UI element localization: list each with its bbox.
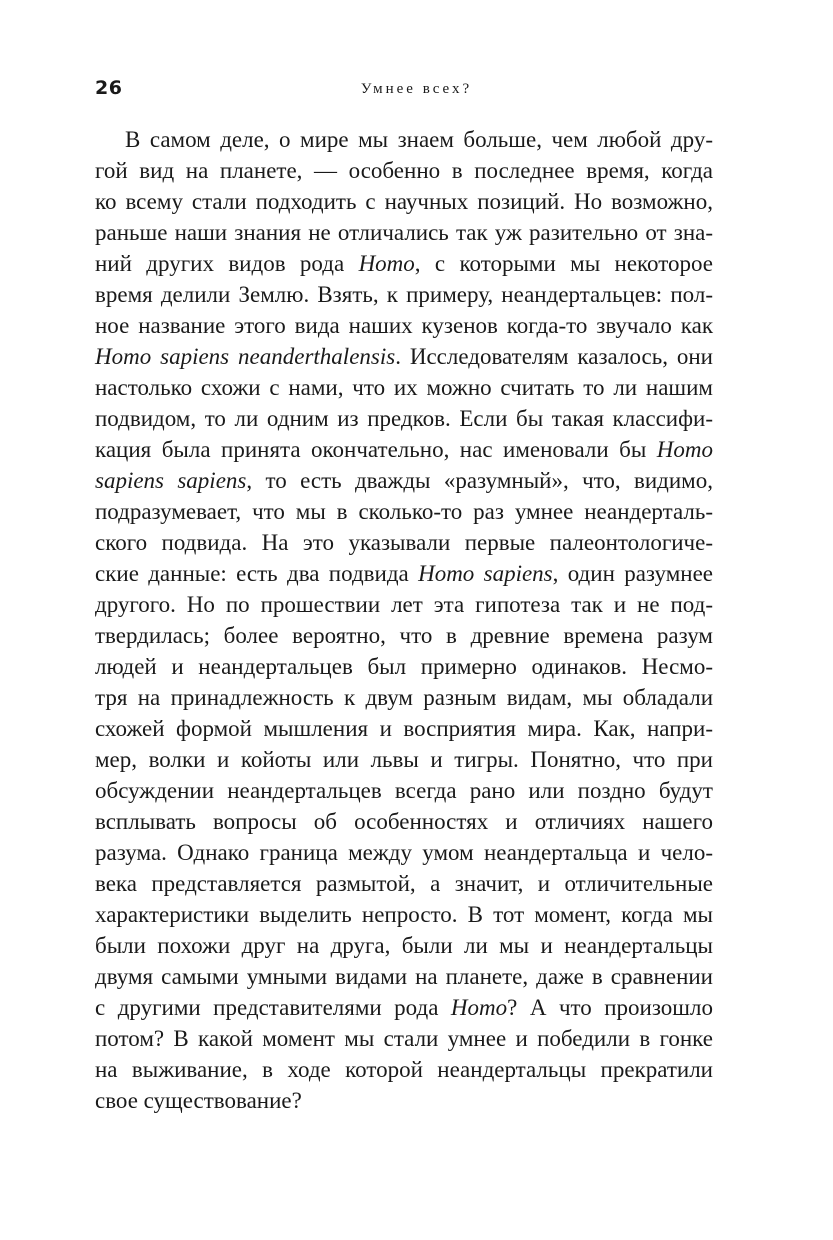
text-run: мер, волки и койоты или львы и тигры. Понятно, что при [95, 747, 713, 772]
text-run: настолько схожи с нами, что их можно считать то ли нашим [95, 375, 713, 400]
text-run: подвидом, то ли одним из предков. Если бы такая классифи- [95, 406, 713, 431]
text-line [95, 899, 713, 930]
text-run: тря на принадлежность к двум разным видам, мы обладали [95, 685, 713, 710]
text-run: раньше наши знания не отличались так уж разительно от зна- [95, 220, 713, 245]
text-run: были похожи друг на друга, были ли мы и неандертальцы [95, 933, 713, 958]
text-line [95, 651, 713, 682]
text-run: время делили Землю. Взять, к примеру, неандертальцев: пол- [95, 282, 713, 307]
text-run: другого. Но по прошествии лет эта гипотеза так и не под- [95, 592, 713, 617]
text-run: на выживание, в ходе которой неандертальцы прекратили [95, 1057, 713, 1082]
italic-term: sapiens sapiens [95, 468, 247, 493]
text-line [95, 434, 713, 465]
text-run: кация была принята окончательно, нас именовали бы [95, 437, 657, 462]
text-run: всплывать вопросы об особенностях и отличиях нашего [95, 809, 713, 834]
text-line [95, 527, 713, 558]
text-run: , с которыми мы некоторое [414, 251, 713, 276]
text-run: с другими представителями рода [95, 995, 451, 1020]
text-line [95, 992, 713, 1023]
text-run: подразумевает, что мы в сколько-то раз умнее неандерталь- [95, 499, 713, 524]
text-line [95, 1054, 713, 1085]
body-paragraph [95, 124, 713, 1116]
text-run: , то есть дважды «разумный», что, видимо, [246, 468, 713, 493]
text-line [95, 496, 713, 527]
text-line [95, 806, 713, 837]
text-run: ко всему стали подходить с научных позиций. Но возможно, [95, 189, 713, 214]
italic-term: Homo [450, 995, 508, 1020]
text-line [95, 186, 713, 217]
text-line [95, 682, 713, 713]
running-title: Умнее всех? [360, 81, 473, 97]
text-line [95, 744, 713, 775]
text-line [95, 279, 713, 310]
text-run: ского подвида. На это указывали первые палеонтологиче- [95, 530, 713, 555]
text-line [95, 465, 713, 496]
text-run: гой вид на планете, — особенно в последнее время, когда [95, 158, 713, 183]
text-run: свое существование? [95, 1088, 302, 1113]
text-line [95, 248, 713, 279]
italic-term: Homo [656, 437, 713, 462]
italic-term: Homo sapiens [418, 561, 553, 586]
text-run: ? А что произошло [507, 995, 713, 1020]
text-line [95, 1085, 713, 1116]
italic-term: Homo [358, 251, 415, 276]
page-number: 26 [95, 77, 123, 99]
text-run: обсуждении неандертальцев всегда рано или поздно будут [95, 778, 713, 803]
text-run: твердилась; более вероятно, что в древние времена разум [95, 623, 713, 648]
text-line [95, 620, 713, 651]
text-run: . Исследователям казалось, они [395, 344, 713, 369]
text-line [95, 930, 713, 961]
text-line [95, 341, 713, 372]
text-line [95, 403, 713, 434]
text-line [95, 775, 713, 806]
text-run: ное название этого вида наших кузенов когда-то звучало как [95, 313, 713, 338]
text-run: В самом деле, о мире мы знаем больше, чем любой дру- [125, 127, 713, 152]
text-line [95, 1023, 713, 1054]
text-line [95, 868, 713, 899]
text-run: потом? В какой момент мы стали умнее и победили в гонке [95, 1026, 713, 1051]
text-line [95, 558, 713, 589]
text-line [95, 310, 713, 341]
italic-term: Homo sapiens neanderthalensis [95, 344, 396, 369]
text-line [95, 372, 713, 403]
text-line [95, 124, 713, 155]
text-run: характеристики выделить непросто. В тот момент, когда мы [95, 902, 713, 927]
text-line [95, 713, 713, 744]
text-run: разума. Однако граница между умом неандертальца и чело- [95, 840, 713, 865]
text-run: , один разумнее [552, 561, 713, 586]
text-line [95, 589, 713, 620]
text-line [95, 961, 713, 992]
text-run: двумя самыми умными видами на планете, даже в сравнении [95, 964, 713, 989]
text-run: века представляется размытой, а значит, и отличительные [95, 871, 713, 896]
text-run: ские данные: есть два подвида [95, 561, 419, 586]
text-line [95, 837, 713, 868]
text-run: схожей формой мышления и восприятия мира. Как, напри- [95, 716, 713, 741]
text-run: ний других видов рода [95, 251, 359, 276]
text-line [95, 217, 713, 248]
text-line [95, 155, 713, 186]
text-run: людей и неандертальцев был примерно одинаков. Несмо- [95, 654, 713, 679]
